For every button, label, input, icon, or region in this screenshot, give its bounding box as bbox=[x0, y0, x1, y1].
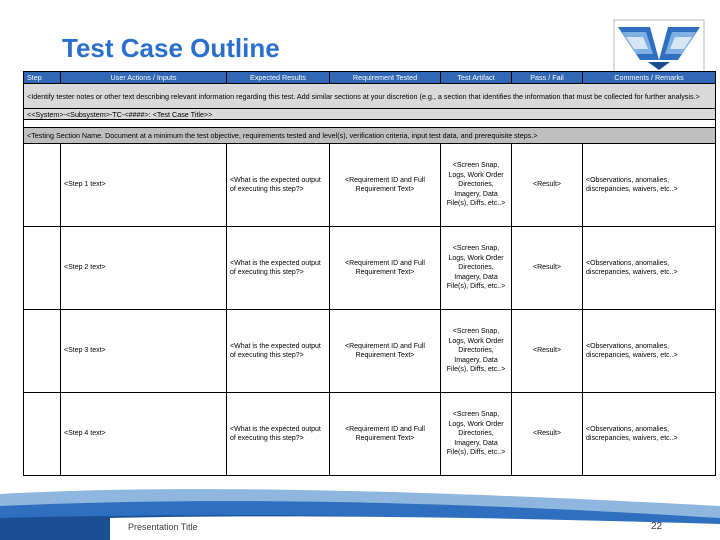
artifact-cell: <Screen Snap, Logs, Work Order Directories, Imagery, Data File(s), Diffs, etc..> bbox=[441, 144, 512, 227]
page-number: 22 bbox=[651, 521, 663, 532]
requirement-cell: <Requirement ID and Full Requirement Text> bbox=[330, 227, 441, 310]
result-cell: <Result> bbox=[512, 227, 583, 310]
comments-cell: <Observations, anomalies, discrepancies, waivers, etc..> bbox=[583, 310, 716, 393]
presentation-title-footer: Presentation Title bbox=[128, 522, 198, 532]
header-step: Step bbox=[24, 72, 61, 84]
comments-cell: <Observations, anomalies, discrepancies, waivers, etc..> bbox=[583, 144, 716, 227]
header-user-actions: User Actions / Inputs bbox=[61, 72, 227, 84]
table-row bbox=[24, 310, 716, 393]
expected-result-cell: <What is the expected output of executing this step?> bbox=[227, 227, 330, 310]
comments-cell: <Observations, anomalies, discrepancies, waivers, etc..> bbox=[583, 393, 716, 476]
comments-cell: <Observations, anomalies, discrepancies, waivers, etc..> bbox=[583, 227, 716, 310]
requirement-cell: <Requirement ID and Full Requirement Text> bbox=[330, 310, 441, 393]
table-row bbox=[24, 393, 716, 476]
tester-notes: <Identify tester notes or other text describing relevant information regarding this test. Add similar sections at your discretion (e.g., a section that identifies the information that must be collected for further analysis.> bbox=[24, 84, 716, 109]
footer-decorative-band bbox=[0, 484, 720, 540]
step-action-cell: <Step 3 text> bbox=[61, 310, 227, 393]
step-number-cell bbox=[24, 144, 61, 227]
requirement-cell: <Requirement ID and Full Requirement Text> bbox=[330, 393, 441, 476]
artifact-cell: <Screen Snap, Logs, Work Order Directories, Imagery, Data File(s), Diffs, etc..> bbox=[441, 310, 512, 393]
test-case-id-line: <<System>-<Subsystem>-TC-<####>: <Test Case Title>> bbox=[24, 109, 716, 120]
step-action-cell: <Step 1 text> bbox=[61, 144, 227, 227]
table-header-row bbox=[24, 72, 716, 84]
testing-section-name: <Testing Section Name. Document at a minimum the test objective, requirements tested and level(s), verification criteria, input test data, and prerequisite steps.> bbox=[24, 128, 716, 144]
artifact-cell: <Screen Snap, Logs, Work Order Directories, Imagery, Data File(s), Diffs, etc..> bbox=[441, 227, 512, 310]
header-requirement-tested: Requirement Tested bbox=[330, 72, 441, 84]
slide-title: Test Case Outline bbox=[62, 33, 280, 63]
expected-result-cell: <What is the expected output of executing this step?> bbox=[227, 393, 330, 476]
step-number-cell bbox=[24, 393, 61, 476]
artifact-cell: <Screen Snap, Logs, Work Order Directories, Imagery, Data File(s), Diffs, etc..> bbox=[441, 393, 512, 476]
step-number-cell bbox=[24, 227, 61, 310]
requirement-cell: <Requirement ID and Full Requirement Text> bbox=[330, 144, 441, 227]
result-cell: <Result> bbox=[512, 310, 583, 393]
result-cell: <Result> bbox=[512, 144, 583, 227]
header-pass-fail: Pass / Fail bbox=[512, 72, 583, 84]
spacer-row bbox=[24, 120, 716, 128]
step-number-cell bbox=[24, 310, 61, 393]
expected-result-cell: <What is the expected output of executing this step?> bbox=[227, 310, 330, 393]
header-expected-results: Expected Results bbox=[227, 72, 330, 84]
test-case-table bbox=[23, 71, 716, 476]
step-action-cell: <Step 2 text> bbox=[61, 227, 227, 310]
expected-result-cell: <What is the expected output of executing this step?> bbox=[227, 144, 330, 227]
table-row bbox=[24, 227, 716, 310]
header-test-artifact: Test Artifact bbox=[441, 72, 512, 84]
header-comments: Comments / Remarks bbox=[583, 72, 716, 84]
step-action-cell: <Step 4 text> bbox=[61, 393, 227, 476]
table-row bbox=[24, 144, 716, 227]
result-cell: <Result> bbox=[512, 393, 583, 476]
